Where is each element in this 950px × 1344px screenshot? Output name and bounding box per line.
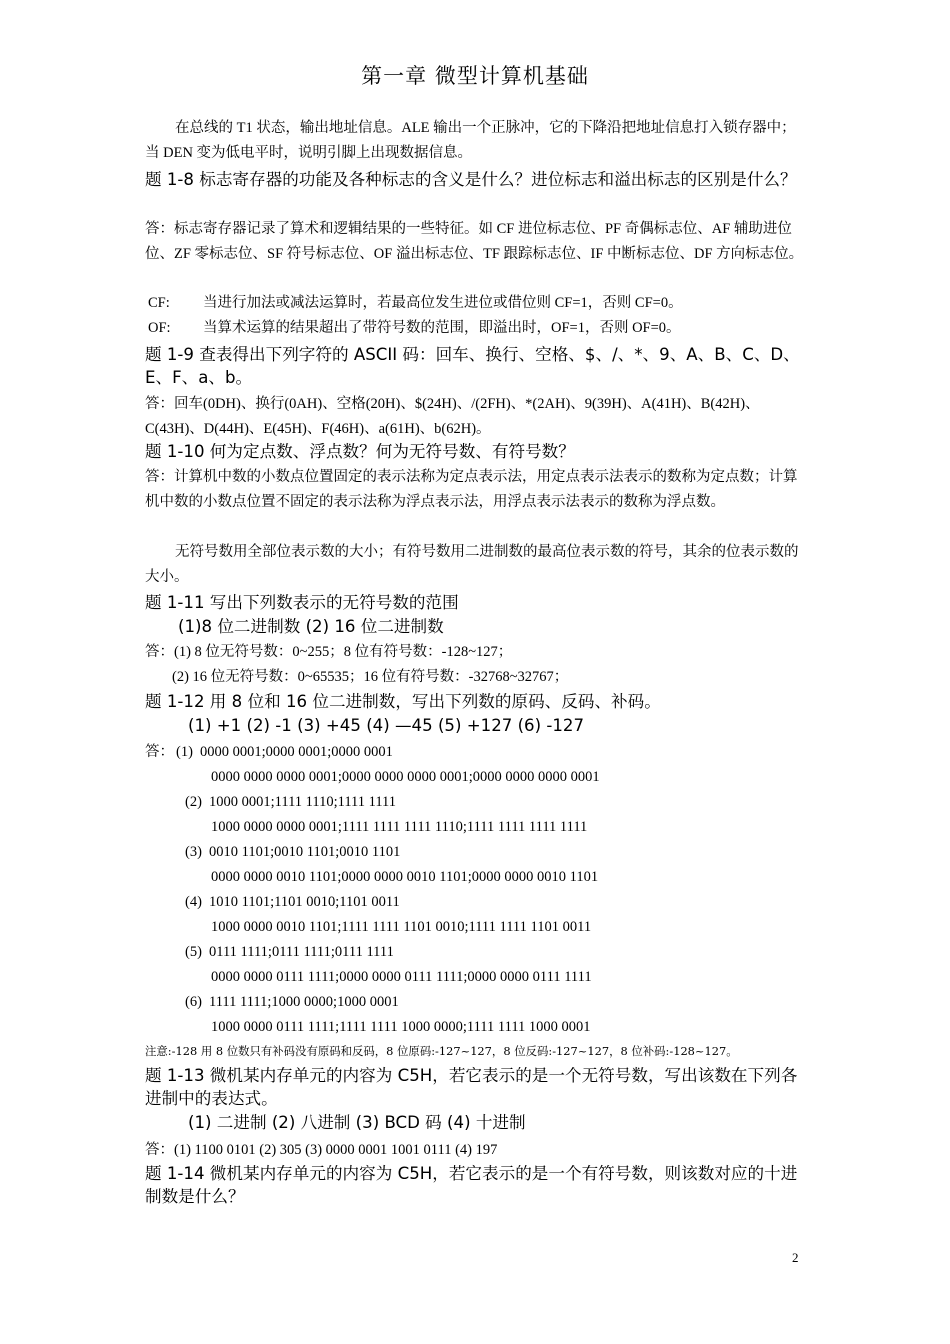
cf-description: 当进行加法或减法运算时，若最高位发生进位或借位则 CF=1，否则 CF=0。 xyxy=(203,295,683,311)
item-16bit-codes: 1000 0000 0010 1101;1111 1111 1101 0010;1111 1111 1101 0011 xyxy=(211,919,592,935)
question-1-13-subparts: (1) 二进制 (2) 八进制 (3) BCD 码 (4) 十进制 xyxy=(188,1113,526,1132)
item-label: (5) xyxy=(185,944,202,960)
item-16bit-codes: 1000 0000 0000 0001;1111 1111 1111 1110;1111 1111 1111 1111 xyxy=(211,819,588,835)
answer-prefix: 答： xyxy=(145,744,174,760)
cf-label: CF: xyxy=(148,295,170,311)
answer-1-8: 答：标志寄存器记录了算术和逻辑结果的一些特征。如 CF 进位标志位、PF 奇偶标志位、AF 辅助进位位、ZF 零标志位、SF 符号标志位、OF 溢出标志位、TF 跟踪标志位、IF 中断标志位、DF 方向标志位。 xyxy=(145,221,804,262)
item-label: (4) xyxy=(185,894,202,910)
question-1-13: 题 1-13 微机某内存单元的内容为 C5H，若它表示的是一个无符号数，写出该数在下列各进制中的表达式。 xyxy=(145,1066,798,1108)
item-16bit-codes: 0000 0000 0111 1111;0000 0000 0111 1111;0000 0000 0111 1111 xyxy=(211,969,592,985)
item-8bit-codes: 1111 1111;1000 0000;1000 0001 xyxy=(209,994,399,1010)
question-1-12: 题 1-12 用 8 位和 16 位二进制数，写出下列数的原码、反码、补码。 xyxy=(145,692,661,711)
item-label: (1) xyxy=(176,744,193,760)
item-8bit-codes: 0010 1101;0010 1101;0010 1101 xyxy=(209,844,401,860)
item-8bit-codes: 0111 1111;0111 1111;0111 1111 xyxy=(209,944,394,960)
item-label: (6) xyxy=(185,994,202,1010)
page-number: 2 xyxy=(792,1250,799,1265)
item-16bit-codes: 1000 0000 0111 1111;1111 1111 1000 0000;1111 1111 1000 0001 xyxy=(211,1019,591,1035)
item-label: (3) xyxy=(185,844,202,860)
question-1-11: 题 1-11 写出下列数表示的无符号数的范围 xyxy=(145,593,459,612)
item-8bit-codes: 0000 0001;0000 0001;0000 0001 xyxy=(200,744,393,760)
answer-1-9: 答：回车(0DH)、换行(0AH)、空格(20H)、$(24H)、/(2FH)、*(2AH)、9(39H)、A(41H)、B(42H)、C(43H)、D(44H)、E(45H)、F(46H)、a(61H)、b(62H)。 xyxy=(145,396,760,437)
question-1-10: 题 1-10 何为定点数、浮点数？何为无符号数、有符号数？ xyxy=(145,442,575,461)
item-16bit-codes: 0000 0000 0000 0001;0000 0000 0000 0001;0000 0000 0000 0001 xyxy=(211,769,600,785)
item-8bit-codes: 1000 0001;1111 1110;1111 1111 xyxy=(209,794,397,810)
answer-1-11-part1: 答：(1) 8 位无符号数：0~255；8 位有符号数：-128~127； xyxy=(145,644,513,660)
answer-1-11-part2: (2) 16 位无符号数：0~65535；16 位有符号数：-32768~32767； xyxy=(172,669,569,685)
question-1-11-subparts: (1)8 位二进制数 (2) 16 位二进制数 xyxy=(178,617,444,636)
chapter-title: 第一章 微型计算机基础 xyxy=(361,64,589,88)
answer-1-10-continued: 无符号数用全部位表示数的大小；有符号数用二进制数的最高位表示数的符号，其余的位表示数的大小。 xyxy=(145,544,799,585)
question-1-14: 题 1-14 微机某内存单元的内容为 C5H，若它表示的是一个有符号数，则该数对应的十进制数是什么？ xyxy=(145,1164,798,1206)
question-1-8: 题 1-8 标志寄存器的功能及各种标志的含义是什么？进位标志和溢出标志的区别是什么？ xyxy=(145,170,797,189)
item-8bit-codes: 1010 1101;1101 0010;1101 0011 xyxy=(209,894,400,910)
question-1-12-subparts: (1) +1 (2) -1 (3) +45 (4) —45 (5) +127 (6) -127 xyxy=(188,716,585,735)
item-16bit-codes: 0000 0000 0010 1101;0000 0000 0010 1101;0000 0000 0010 1101 xyxy=(211,869,599,885)
of-description: 当算术运算的结果超出了带符号数的范围，即溢出时，OF=1，否则 OF=0。 xyxy=(203,320,681,336)
item-label: (2) xyxy=(185,794,202,810)
intro-paragraph: 在总线的 T1 状态，输出地址信息。ALE 输出一个正脉冲，它的下降沿把地址信息打入锁存器中；当 DEN 变为低电平时，说明引脚上出现数据信息。 xyxy=(145,120,796,161)
question-1-9: 题 1-9 查表得出下列字符的 ASCII 码：回车、换行、空格、$、/、*、9、A、B、C、D、E、F、a、b。 xyxy=(145,345,800,387)
answer-1-10: 答：计算机中数的小数点位置固定的表示法称为定点表示法，用定点表示法表示的数称为定点数；计算机中数的小数点位置不固定的表示法称为浮点表示法，用浮点表示法表示的数称为浮点数。 xyxy=(145,469,798,510)
note-1-12: 注意:-128 用 8 位数只有补码没有原码和反码，8 位原码:-127~127，8 位反码:-127~127，8 位补码:-128~127。 xyxy=(145,1044,738,1058)
answer-1-13: 答：(1) 1100 0101 (2) 305 (3) 0000 0001 1001 0111 (4) 197 xyxy=(145,1142,498,1158)
of-label: OF: xyxy=(148,320,171,336)
